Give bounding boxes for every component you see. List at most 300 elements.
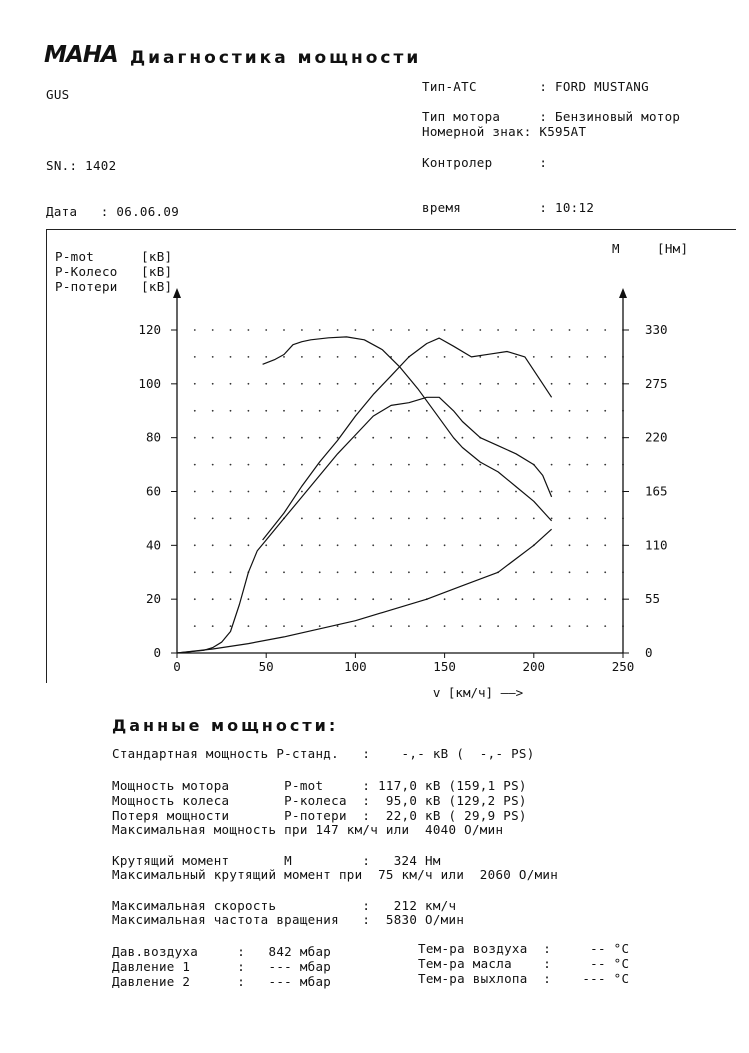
- grid-dot: [265, 544, 267, 546]
- grid-dot: [462, 491, 464, 493]
- legend-p-loss: P-потери [кВ]: [55, 279, 173, 294]
- grid-dot: [390, 544, 392, 546]
- grid-dot: [194, 491, 196, 493]
- grid-dot: [462, 410, 464, 412]
- grid-dot: [444, 625, 446, 627]
- grid-dot: [265, 356, 267, 358]
- grid-dot: [372, 329, 374, 331]
- right-axis-unit: [Нм]: [657, 241, 689, 256]
- grid-dot: [462, 329, 464, 331]
- y-tick-label-left: 100: [138, 375, 161, 391]
- grid-dot: [479, 518, 481, 520]
- grid-dot: [408, 491, 410, 493]
- grid-dot: [444, 598, 446, 600]
- grid-dot: [372, 598, 374, 600]
- grid-dot: [497, 464, 499, 466]
- grid-dot: [479, 356, 481, 358]
- grid-dot: [212, 356, 214, 358]
- grid-dot: [337, 518, 339, 520]
- y-tick-label-right: 330: [645, 322, 668, 337]
- grid-dot: [462, 356, 464, 358]
- grid-dot: [230, 464, 232, 466]
- grid-dot: [390, 464, 392, 466]
- grid-dot: [586, 544, 588, 546]
- grid-dot: [248, 598, 250, 600]
- grid-dot: [497, 518, 499, 520]
- grid-dot: [194, 437, 196, 439]
- grid-dot: [444, 410, 446, 412]
- grid-dot: [248, 410, 250, 412]
- grid-dot: [497, 544, 499, 546]
- grid-dot: [586, 356, 588, 358]
- grid-dot: [444, 356, 446, 358]
- grid-dot: [230, 329, 232, 331]
- grid-dot: [372, 410, 374, 412]
- grid-dot: [444, 383, 446, 385]
- grid-dot: [426, 625, 428, 627]
- grid-dot: [408, 571, 410, 573]
- grid-dot: [497, 625, 499, 627]
- grid-dot: [604, 625, 606, 627]
- grid-dot: [426, 356, 428, 358]
- grid-dot: [515, 437, 517, 439]
- grid-dot: [551, 571, 553, 573]
- grid-dot: [515, 410, 517, 412]
- grid-dot: [586, 464, 588, 466]
- grid-dot: [230, 356, 232, 358]
- grid-dot: [301, 491, 303, 493]
- grid-dot: [301, 544, 303, 546]
- series-line-2: [177, 397, 552, 653]
- grid-dot: [390, 329, 392, 331]
- grid-dot: [194, 544, 196, 546]
- grid-dot: [497, 410, 499, 412]
- grid-dot: [551, 410, 553, 412]
- grid-dot: [372, 383, 374, 385]
- x-tick-label: 100: [344, 659, 367, 674]
- grid-dot: [248, 437, 250, 439]
- grid-dot: [301, 437, 303, 439]
- grid-dot: [604, 544, 606, 546]
- pressure-2: Давление 2 : --- мбар: [112, 974, 332, 989]
- grid-dot: [426, 464, 428, 466]
- grid-dot: [408, 625, 410, 627]
- grid-dot: [194, 518, 196, 520]
- grid-dot: [212, 544, 214, 546]
- engine-type: Тип мотора : Бензиновый мотор: [422, 109, 681, 124]
- grid-dot: [355, 544, 357, 546]
- grid-dot: [497, 598, 499, 600]
- grid-dot: [319, 356, 321, 358]
- grid-dot: [479, 544, 481, 546]
- controller-field: Контролер :: [422, 155, 548, 170]
- grid-dot: [355, 491, 357, 493]
- x-tick-label: 50: [258, 659, 274, 674]
- grid-dot: [515, 491, 517, 493]
- grid-dot: [283, 625, 285, 627]
- wheel-power: Мощность колеса P-колеса : 95,0 кВ (129,2 PS): [112, 793, 527, 808]
- grid-dot: [533, 625, 535, 627]
- grid-dot: [230, 491, 232, 493]
- grid-dot: [230, 571, 232, 573]
- series-line-0: [263, 337, 552, 521]
- grid-dot: [479, 329, 481, 331]
- grid-dot: [408, 598, 410, 600]
- grid-dot: [390, 598, 392, 600]
- vehicle-type: Тип-АТС : FORD MUSTANG: [422, 79, 649, 94]
- grid-dot: [337, 410, 339, 412]
- plate-number: Номерной знак: K595AT: [422, 124, 587, 139]
- grid-dot: [301, 329, 303, 331]
- grid-dot: [283, 356, 285, 358]
- grid-dot: [248, 329, 250, 331]
- oil-temperature: Тем-ра масла : -- °C: [418, 956, 630, 971]
- grid-dot: [372, 518, 374, 520]
- grid-dot: [426, 544, 428, 546]
- grid-dot: [372, 544, 374, 546]
- grid-dot: [515, 329, 517, 331]
- grid-dot: [479, 491, 481, 493]
- grid-dot: [551, 356, 553, 358]
- y-tick-label-left: 20: [145, 591, 161, 607]
- grid-dot: [462, 598, 464, 600]
- grid-dot: [248, 518, 250, 520]
- grid-dot: [604, 571, 606, 573]
- grid-dot: [355, 571, 357, 573]
- x-tick-label: 150: [433, 659, 456, 674]
- y-tick-label-left: 40: [145, 537, 161, 553]
- grid-dot: [604, 410, 606, 412]
- max-rpm-line: Максимальная частота вращения : 5830 О/мин: [112, 912, 465, 927]
- grid-dot: [194, 383, 196, 385]
- grid-dot: [462, 518, 464, 520]
- grid-dot: [319, 625, 321, 627]
- grid-dot: [194, 571, 196, 573]
- grid-dot: [515, 544, 517, 546]
- grid-dot: [569, 544, 571, 546]
- grid-dot: [372, 625, 374, 627]
- grid-dot: [194, 356, 196, 358]
- grid-dot: [319, 437, 321, 439]
- grid-dot: [551, 464, 553, 466]
- grid-dot: [426, 518, 428, 520]
- grid-dot: [408, 410, 410, 412]
- grid-dot: [248, 625, 250, 627]
- grid-dot: [283, 383, 285, 385]
- grid-dot: [533, 571, 535, 573]
- grid-dot: [212, 518, 214, 520]
- grid-dot: [444, 571, 446, 573]
- grid-dot: [444, 464, 446, 466]
- grid-dot: [248, 356, 250, 358]
- grid-dot: [586, 329, 588, 331]
- grid-dot: [283, 598, 285, 600]
- grid-dot: [462, 544, 464, 546]
- grid-dot: [355, 625, 357, 627]
- grid-dot: [319, 571, 321, 573]
- grid-dot: [515, 518, 517, 520]
- grid-dot: [319, 329, 321, 331]
- grid-dot: [586, 625, 588, 627]
- grid-dot: [212, 598, 214, 600]
- grid-dot: [586, 518, 588, 520]
- grid-dot: [569, 491, 571, 493]
- grid-dot: [497, 437, 499, 439]
- grid-dot: [515, 383, 517, 385]
- grid-dot: [569, 410, 571, 412]
- legend-p-mot: P-mot [кВ]: [55, 249, 173, 264]
- grid-dot: [604, 329, 606, 331]
- grid-dot: [408, 544, 410, 546]
- y-tick-label-right: 55: [645, 591, 661, 607]
- grid-dot: [479, 598, 481, 600]
- grid-dot: [426, 410, 428, 412]
- grid-dot: [301, 625, 303, 627]
- time-field: время : 10:12: [422, 200, 595, 215]
- grid-dot: [337, 329, 339, 331]
- grid-dot: [230, 625, 232, 627]
- grid-dot: [586, 437, 588, 439]
- grid-dot: [551, 437, 553, 439]
- max-power-line: Максимальная мощность при 147 км/ч или 4040 О/мин: [112, 822, 504, 837]
- grid-dot: [462, 571, 464, 573]
- grid-dot: [319, 518, 321, 520]
- grid-dot: [390, 518, 392, 520]
- grid-dot: [390, 437, 392, 439]
- x-tick-label: 0: [173, 659, 181, 674]
- date-field: Дата : 06.06.09: [46, 204, 180, 219]
- grid-dot: [372, 464, 374, 466]
- max-torque-line: Максимальный крутящий момент при 75 км/ч или 2060 О/мин: [112, 867, 559, 882]
- grid-dot: [355, 518, 357, 520]
- grid-dot: [230, 598, 232, 600]
- grid-dot: [586, 383, 588, 385]
- grid-dot: [355, 598, 357, 600]
- grid-dot: [479, 625, 481, 627]
- torque-line: Крутящий момент M : 324 Нм: [112, 853, 441, 868]
- grid-dot: [194, 329, 196, 331]
- grid-dot: [569, 437, 571, 439]
- grid-dot: [426, 383, 428, 385]
- grid-dot: [283, 329, 285, 331]
- exhaust-temperature: Тем-ра выхлопа : --- °C: [418, 971, 630, 986]
- grid-dot: [569, 464, 571, 466]
- grid-dot: [301, 410, 303, 412]
- grid-dot: [390, 491, 392, 493]
- grid-dot: [444, 437, 446, 439]
- grid-dot: [551, 518, 553, 520]
- grid-dot: [533, 518, 535, 520]
- grid-dot: [337, 598, 339, 600]
- grid-dot: [497, 356, 499, 358]
- grid-dot: [372, 356, 374, 358]
- grid-dot: [283, 410, 285, 412]
- grid-dot: [515, 625, 517, 627]
- grid-dot: [408, 437, 410, 439]
- grid-dot: [569, 356, 571, 358]
- grid-dot: [586, 598, 588, 600]
- grid-dot: [426, 491, 428, 493]
- grid-dot: [301, 598, 303, 600]
- grid-dot: [265, 518, 267, 520]
- y-tick-label-left: 60: [145, 483, 161, 499]
- grid-dot: [265, 329, 267, 331]
- grid-dot: [265, 571, 267, 573]
- grid-dot: [586, 571, 588, 573]
- grid-dot: [265, 598, 267, 600]
- pressure-1: Давление 1 : --- мбар: [112, 959, 332, 974]
- grid-dot: [265, 437, 267, 439]
- grid-dot: [551, 383, 553, 385]
- grid-dot: [212, 464, 214, 466]
- y-tick-label-left: 120: [138, 322, 161, 337]
- grid-dot: [319, 410, 321, 412]
- grid-dot: [248, 464, 250, 466]
- grid-dot: [444, 329, 446, 331]
- grid-dot: [569, 329, 571, 331]
- grid-dot: [283, 544, 285, 546]
- grid-dot: [408, 464, 410, 466]
- grid-dot: [301, 356, 303, 358]
- grid-dot: [462, 625, 464, 627]
- grid-dot: [604, 598, 606, 600]
- grid-dot: [355, 383, 357, 385]
- grid-dot: [444, 518, 446, 520]
- grid-dot: [551, 598, 553, 600]
- series-line-3: [177, 529, 552, 653]
- y-tick-label-right: 275: [645, 375, 668, 391]
- grid-dot: [265, 625, 267, 627]
- grid-dot: [479, 571, 481, 573]
- grid-dot: [230, 518, 232, 520]
- grid-dot: [283, 437, 285, 439]
- std-power: Стандартная мощность P-станд. : -,- кВ ( -,- PS): [112, 746, 535, 761]
- grid-dot: [194, 625, 196, 627]
- grid-dot: [569, 598, 571, 600]
- grid-dot: [248, 383, 250, 385]
- grid-dot: [515, 598, 517, 600]
- grid-dot: [301, 518, 303, 520]
- grid-dot: [426, 329, 428, 331]
- y-axis-right-arrow: [619, 288, 627, 298]
- grid-dot: [462, 383, 464, 385]
- legend-p-wheel: P-Колесо [кВ]: [55, 264, 173, 279]
- grid-dot: [355, 356, 357, 358]
- grid-dot: [319, 544, 321, 546]
- grid-dot: [355, 464, 357, 466]
- grid-dot: [533, 491, 535, 493]
- grid-dot: [569, 518, 571, 520]
- grid-dot: [372, 491, 374, 493]
- grid-dot: [533, 383, 535, 385]
- grid-dot: [337, 571, 339, 573]
- grid-dot: [604, 491, 606, 493]
- grid-dot: [604, 437, 606, 439]
- grid-dot: [337, 383, 339, 385]
- grid-dot: [444, 491, 446, 493]
- grid-dot: [462, 437, 464, 439]
- y-axis-left-arrow: [173, 288, 181, 298]
- grid-dot: [212, 437, 214, 439]
- station-code: GUS: [46, 87, 70, 102]
- grid-dot: [230, 437, 232, 439]
- grid-dot: [390, 383, 392, 385]
- grid-dot: [372, 437, 374, 439]
- grid-dot: [283, 491, 285, 493]
- grid-dot: [497, 329, 499, 331]
- series-line-1: [263, 338, 552, 540]
- grid-dot: [355, 329, 357, 331]
- grid-dot: [533, 410, 535, 412]
- grid-dot: [301, 571, 303, 573]
- y-tick-label-left: 80: [145, 429, 161, 445]
- results-title: Данные мощности:: [112, 716, 339, 735]
- page-title: Диагностика мощности: [130, 48, 422, 68]
- max-speed-line: Максимальная скорость : 212 км/ч: [112, 898, 457, 913]
- grid-dot: [355, 410, 357, 412]
- y-tick-label-right: 165: [645, 483, 668, 499]
- y-tick-label-right: 0: [645, 645, 653, 660]
- grid-dot: [194, 410, 196, 412]
- grid-dot: [390, 571, 392, 573]
- grid-dot: [319, 383, 321, 385]
- grid-dot: [533, 329, 535, 331]
- grid-dot: [551, 491, 553, 493]
- grid-dot: [230, 410, 232, 412]
- grid-dot: [230, 383, 232, 385]
- y-tick-label-right: 220: [645, 429, 668, 445]
- grid-dot: [586, 491, 588, 493]
- grid-dot: [515, 464, 517, 466]
- x-tick-label: 200: [522, 659, 546, 674]
- grid-dot: [533, 437, 535, 439]
- maha-logo: MAHA: [44, 42, 118, 68]
- grid-dot: [319, 598, 321, 600]
- serial-number: SN.: 1402: [46, 158, 117, 173]
- grid-dot: [337, 544, 339, 546]
- y-tick-label-right: 110: [645, 537, 668, 553]
- grid-dot: [283, 571, 285, 573]
- grid-dot: [194, 464, 196, 466]
- grid-dot: [337, 437, 339, 439]
- grid-dot: [533, 598, 535, 600]
- air-temperature: Тем-ра воздуха : -- °C: [418, 941, 630, 956]
- grid-dot: [479, 464, 481, 466]
- grid-dot: [283, 464, 285, 466]
- y-tick-label-left: 0: [153, 645, 161, 660]
- grid-dot: [604, 383, 606, 385]
- grid-dot: [551, 329, 553, 331]
- grid-dot: [212, 625, 214, 627]
- grid-dot: [569, 383, 571, 385]
- grid-dot: [408, 383, 410, 385]
- grid-dot: [265, 410, 267, 412]
- x-tick-label: 250: [611, 659, 635, 674]
- grid-dot: [248, 544, 250, 546]
- grid-dot: [301, 383, 303, 385]
- grid-dot: [515, 356, 517, 358]
- grid-dot: [212, 383, 214, 385]
- grid-dot: [479, 410, 481, 412]
- grid-dot: [337, 356, 339, 358]
- grid-dot: [408, 329, 410, 331]
- grid-dot: [497, 491, 499, 493]
- grid-dot: [515, 571, 517, 573]
- grid-dot: [355, 437, 357, 439]
- motor-power: Мощность мотора P-mot : 117,0 кВ (159,1 PS): [112, 778, 527, 793]
- grid-dot: [390, 410, 392, 412]
- grid-dot: [462, 464, 464, 466]
